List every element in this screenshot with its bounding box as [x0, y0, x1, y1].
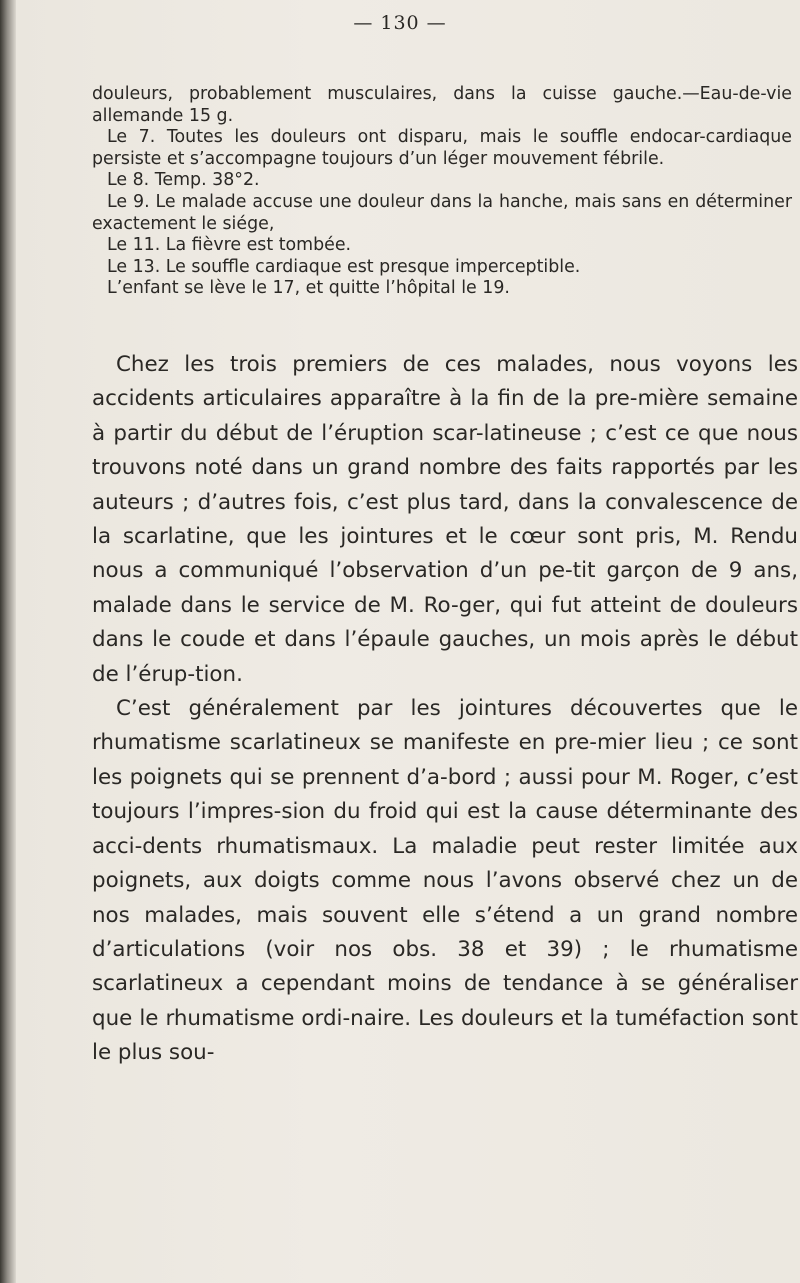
body-paragraph: C’est généralement par les jointures découvertes que le rhumatisme scarlatineux se manifeste en pre-mier lieu ; ce sont les poignets qui se prennent d’a-bord ; aussi pour M. Roger, c’est toujours l’impres-sion du froid qui est la cause déterminante des acci-dents rhumatismaux. La maladie peut rester limitée aux poignets, aux doigts comme nous l’avons observé chez un de nos malades, mais souvent elle s’étend a un grand nombre d’articulations (voir nos obs. 38 et 39) ; le rhumatisme scarlatineux a cependant moins de tendance à se généraliser que le rhumatisme ordi-naire. Les douleurs et la tuméfaction sont le plus sou-: [92, 696, 798, 1066]
notes-line: Le 13. Le souffle cardiaque est presque imperceptible.: [107, 256, 581, 277]
notes-line: douleurs, probablement musculaires, dans la cuisse gauche.—Eau-de-vie allemande 15 g.: [92, 84, 792, 126]
main-text: [92, 348, 798, 1071]
page-binding-edge: [0, 0, 16, 1283]
notes-line: Le 8. Temp. 38°2.: [107, 170, 260, 191]
notes-line: Le 7. Toutes les douleurs ont disparu, mais le souffle endocar-cardiaque persiste et s’accompagne toujours d’un léger mouvement fébrile.: [92, 127, 792, 169]
notes-line: Le 9. Le malade accuse une douleur dans la hanche, mais sans en déterminer exactement le siége,: [92, 191, 792, 234]
clinical-notes: [92, 84, 792, 300]
page-number: — 130 —: [353, 12, 447, 34]
body-paragraph: Chez les trois premiers de ces malades, nous voyons les accidents articulaires apparaître à la fin de la pre-mière semaine à partir du début de l’éruption scar-latineuse ; c’est ce que nous trouvons noté dans un grand nombre des faits rapportés par les auteurs ; d’autres fois, c’est plus tard, dans la convalescence de la scarlatine, que les jointures et le cœur sont pris, M. Rendu nous a communiqué l’observation d’un pe-tit garçon de 9 ans, malade dans le service de M. Ro-ger, qui fut atteint de douleurs dans le coude et dans l’épaule gauches, un mois après le début de l’érup-tion.: [92, 352, 798, 687]
notes-line: Le 11. La fièvre est tombée.: [107, 235, 352, 256]
notes-line: L’enfant se lève le 17, et quitte l’hôpital le 19.: [107, 278, 510, 299]
